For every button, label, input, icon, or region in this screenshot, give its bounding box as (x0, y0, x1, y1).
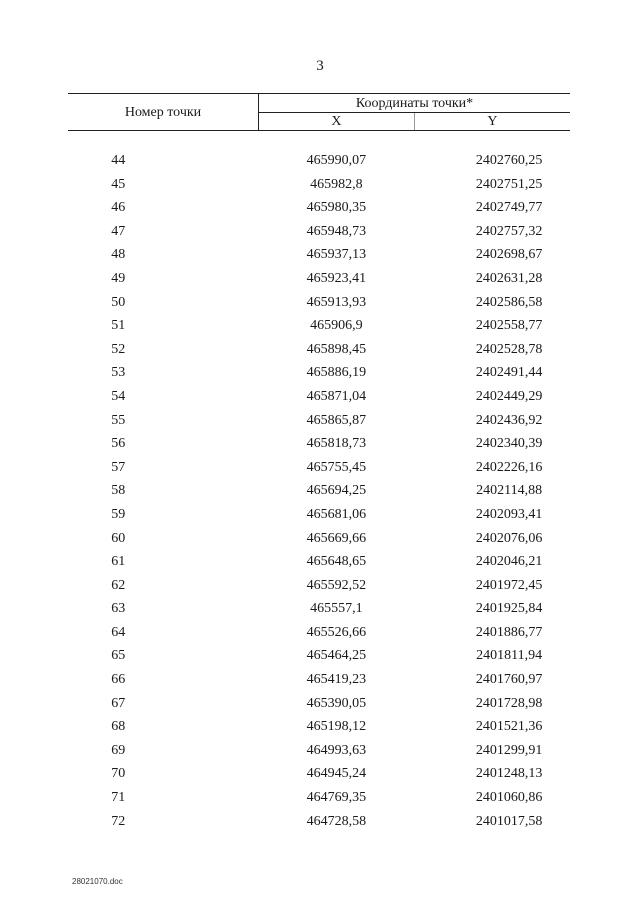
y-coordinate-cell: 2401299,91 (475, 742, 543, 758)
y-coordinate-cell: 2402436,92 (475, 412, 543, 428)
header-point-number: Номер точки (68, 94, 259, 131)
point-number-cell: 52 (111, 341, 126, 357)
y-coordinate-cell: 2402046,21 (475, 554, 543, 570)
x-coordinate-cell: 465648,65 (306, 554, 367, 570)
y-coordinate-cell: 2402751,25 (475, 176, 543, 192)
x-coordinate-cell: 465886,19 (306, 365, 367, 381)
table-row (68, 668, 570, 692)
x-coordinate-cell: 465681,06 (306, 506, 367, 522)
point-number-cell: 53 (111, 365, 126, 381)
table-row (68, 409, 570, 433)
y-coordinate-cell: 2402760,25 (475, 153, 543, 168)
table-row (68, 243, 570, 267)
table-row (68, 527, 570, 551)
point-number-cell: 72 (111, 813, 126, 829)
point-number-cell: 66 (111, 672, 126, 688)
y-coordinate-cell: 2402528,78 (475, 341, 543, 357)
point-number-cell: 46 (111, 200, 126, 216)
x-coordinate-cell: 465898,45 (306, 341, 367, 357)
x-coordinate-cell: 465937,13 (306, 247, 367, 263)
y-coordinate-cell: 2402749,77 (475, 200, 543, 216)
point-number-cell: 70 (111, 766, 126, 782)
table-row (68, 456, 570, 480)
y-coordinate-cell: 2401925,84 (475, 601, 543, 617)
table-row (68, 644, 570, 668)
x-coordinate-cell: 465913,93 (306, 294, 367, 310)
y-coordinate-cell: 2401972,45 (475, 577, 543, 593)
x-coordinate-cell: 465526,66 (306, 624, 367, 640)
y-coordinate-cell: 2401521,36 (475, 719, 543, 735)
x-coordinate-cell: 464993,63 (306, 742, 367, 758)
y-coordinate-cell: 2402586,58 (475, 294, 543, 310)
x-coordinate-cell: 465755,45 (306, 459, 367, 475)
point-number-cell: 69 (111, 742, 126, 758)
point-number-cell: 47 (111, 223, 126, 239)
table-row (68, 503, 570, 527)
table-row (68, 762, 570, 786)
y-coordinate-cell: 2401886,77 (475, 624, 543, 640)
table-row (68, 314, 570, 338)
point-number-cell: 60 (111, 530, 126, 546)
point-number-cell: 54 (111, 388, 126, 404)
table-row (68, 550, 570, 574)
document-filename: 28021070.doc (72, 877, 123, 886)
point-number-cell: 58 (111, 483, 126, 499)
table-row (68, 810, 570, 834)
point-number-cell: 48 (111, 247, 126, 263)
point-number-cell: 61 (111, 554, 126, 570)
x-coordinate-cell: 465980,35 (306, 200, 367, 216)
y-coordinate-cell: 2402340,39 (475, 436, 543, 452)
x-coordinate-cell: 465390,05 (306, 695, 367, 711)
x-coordinate-cell: 465865,87 (306, 412, 367, 428)
x-coordinate-cell: 464769,35 (306, 790, 367, 806)
table-row (68, 786, 570, 810)
table-row (68, 338, 570, 362)
point-number-cell: 45 (111, 176, 126, 192)
x-coordinate-cell: 465198,12 (306, 719, 367, 735)
y-coordinate-cell: 2402076,06 (475, 530, 543, 546)
table-body (68, 131, 570, 834)
table-row (68, 267, 570, 291)
y-coordinate-cell: 2401760,97 (475, 672, 543, 688)
header-y: Y (414, 113, 570, 131)
y-coordinate-cell: 2402757,32 (475, 223, 543, 239)
x-coordinate-cell: 465906,9 (310, 318, 363, 334)
y-coordinate-cell: 2402491,44 (475, 365, 543, 381)
x-coordinate-cell: 465948,73 (306, 223, 367, 239)
point-number-cell: 62 (111, 577, 126, 593)
x-coordinate-cell: 465923,41 (306, 270, 367, 286)
point-number-cell: 49 (111, 270, 126, 286)
table-row (68, 479, 570, 503)
y-coordinate-cell: 2402631,28 (475, 270, 543, 286)
x-coordinate-cell: 465669,66 (306, 530, 367, 546)
point-number-cell: 56 (111, 436, 126, 452)
coordinates-table (68, 93, 570, 833)
point-number-cell: 44 (111, 153, 126, 168)
point-number-cell: 67 (111, 695, 126, 711)
table-row (68, 220, 570, 244)
page-number: 3 (316, 58, 324, 74)
table-row (68, 432, 570, 456)
header-coordinates: Координаты точки* (259, 94, 571, 113)
y-coordinate-cell: 2401248,13 (475, 766, 543, 782)
point-number-cell: 68 (111, 719, 126, 735)
x-coordinate-cell: 465557,1 (310, 601, 363, 617)
point-number-cell: 51 (111, 318, 126, 334)
y-coordinate-cell: 2401728,98 (475, 695, 543, 711)
y-coordinate-cell: 2402226,16 (475, 459, 543, 475)
x-coordinate-cell: 464728,58 (306, 813, 367, 829)
point-number-cell: 71 (111, 790, 126, 806)
y-coordinate-cell: 2402114,88 (476, 483, 543, 499)
table-row (68, 692, 570, 716)
y-coordinate-cell: 2402093,41 (475, 506, 543, 522)
y-coordinate-cell: 2401017,58 (475, 813, 543, 829)
header-x: X (259, 113, 415, 131)
table-row (68, 385, 570, 409)
x-coordinate-cell: 465818,73 (306, 436, 367, 452)
x-coordinate-cell: 465982,8 (310, 176, 363, 192)
table-row (68, 131, 570, 173)
table-row (68, 739, 570, 763)
table-row (68, 361, 570, 385)
x-coordinate-cell: 465464,25 (306, 648, 367, 664)
point-number-cell: 59 (111, 506, 126, 522)
x-coordinate-cell: 465990,07 (306, 153, 367, 168)
table-header (68, 94, 570, 131)
point-number-cell: 50 (111, 294, 126, 310)
y-coordinate-cell: 2401060,86 (475, 790, 543, 806)
table-row (68, 196, 570, 220)
point-number-cell: 55 (111, 412, 126, 428)
table-row (68, 597, 570, 621)
table-row (68, 173, 570, 197)
point-number-cell: 64 (111, 624, 126, 640)
table-row (68, 574, 570, 598)
table-row (68, 715, 570, 739)
x-coordinate-cell: 465694,25 (306, 483, 367, 499)
table-header-row (68, 94, 570, 113)
y-coordinate-cell: 2402558,77 (475, 318, 543, 334)
point-number-cell: 57 (111, 459, 126, 475)
table-row (68, 291, 570, 315)
x-coordinate-cell: 465592,52 (306, 577, 367, 593)
table-row (68, 621, 570, 645)
y-coordinate-cell: 2402698,67 (475, 247, 543, 263)
y-coordinate-cell: 2402449,29 (475, 388, 543, 404)
x-coordinate-cell: 465419,23 (306, 672, 367, 688)
point-number-cell: 63 (111, 601, 126, 617)
y-coordinate-cell: 2401811,94 (476, 648, 543, 664)
x-coordinate-cell: 465871,04 (306, 388, 367, 404)
point-number-cell: 65 (111, 648, 126, 664)
x-coordinate-cell: 464945,24 (306, 766, 367, 782)
